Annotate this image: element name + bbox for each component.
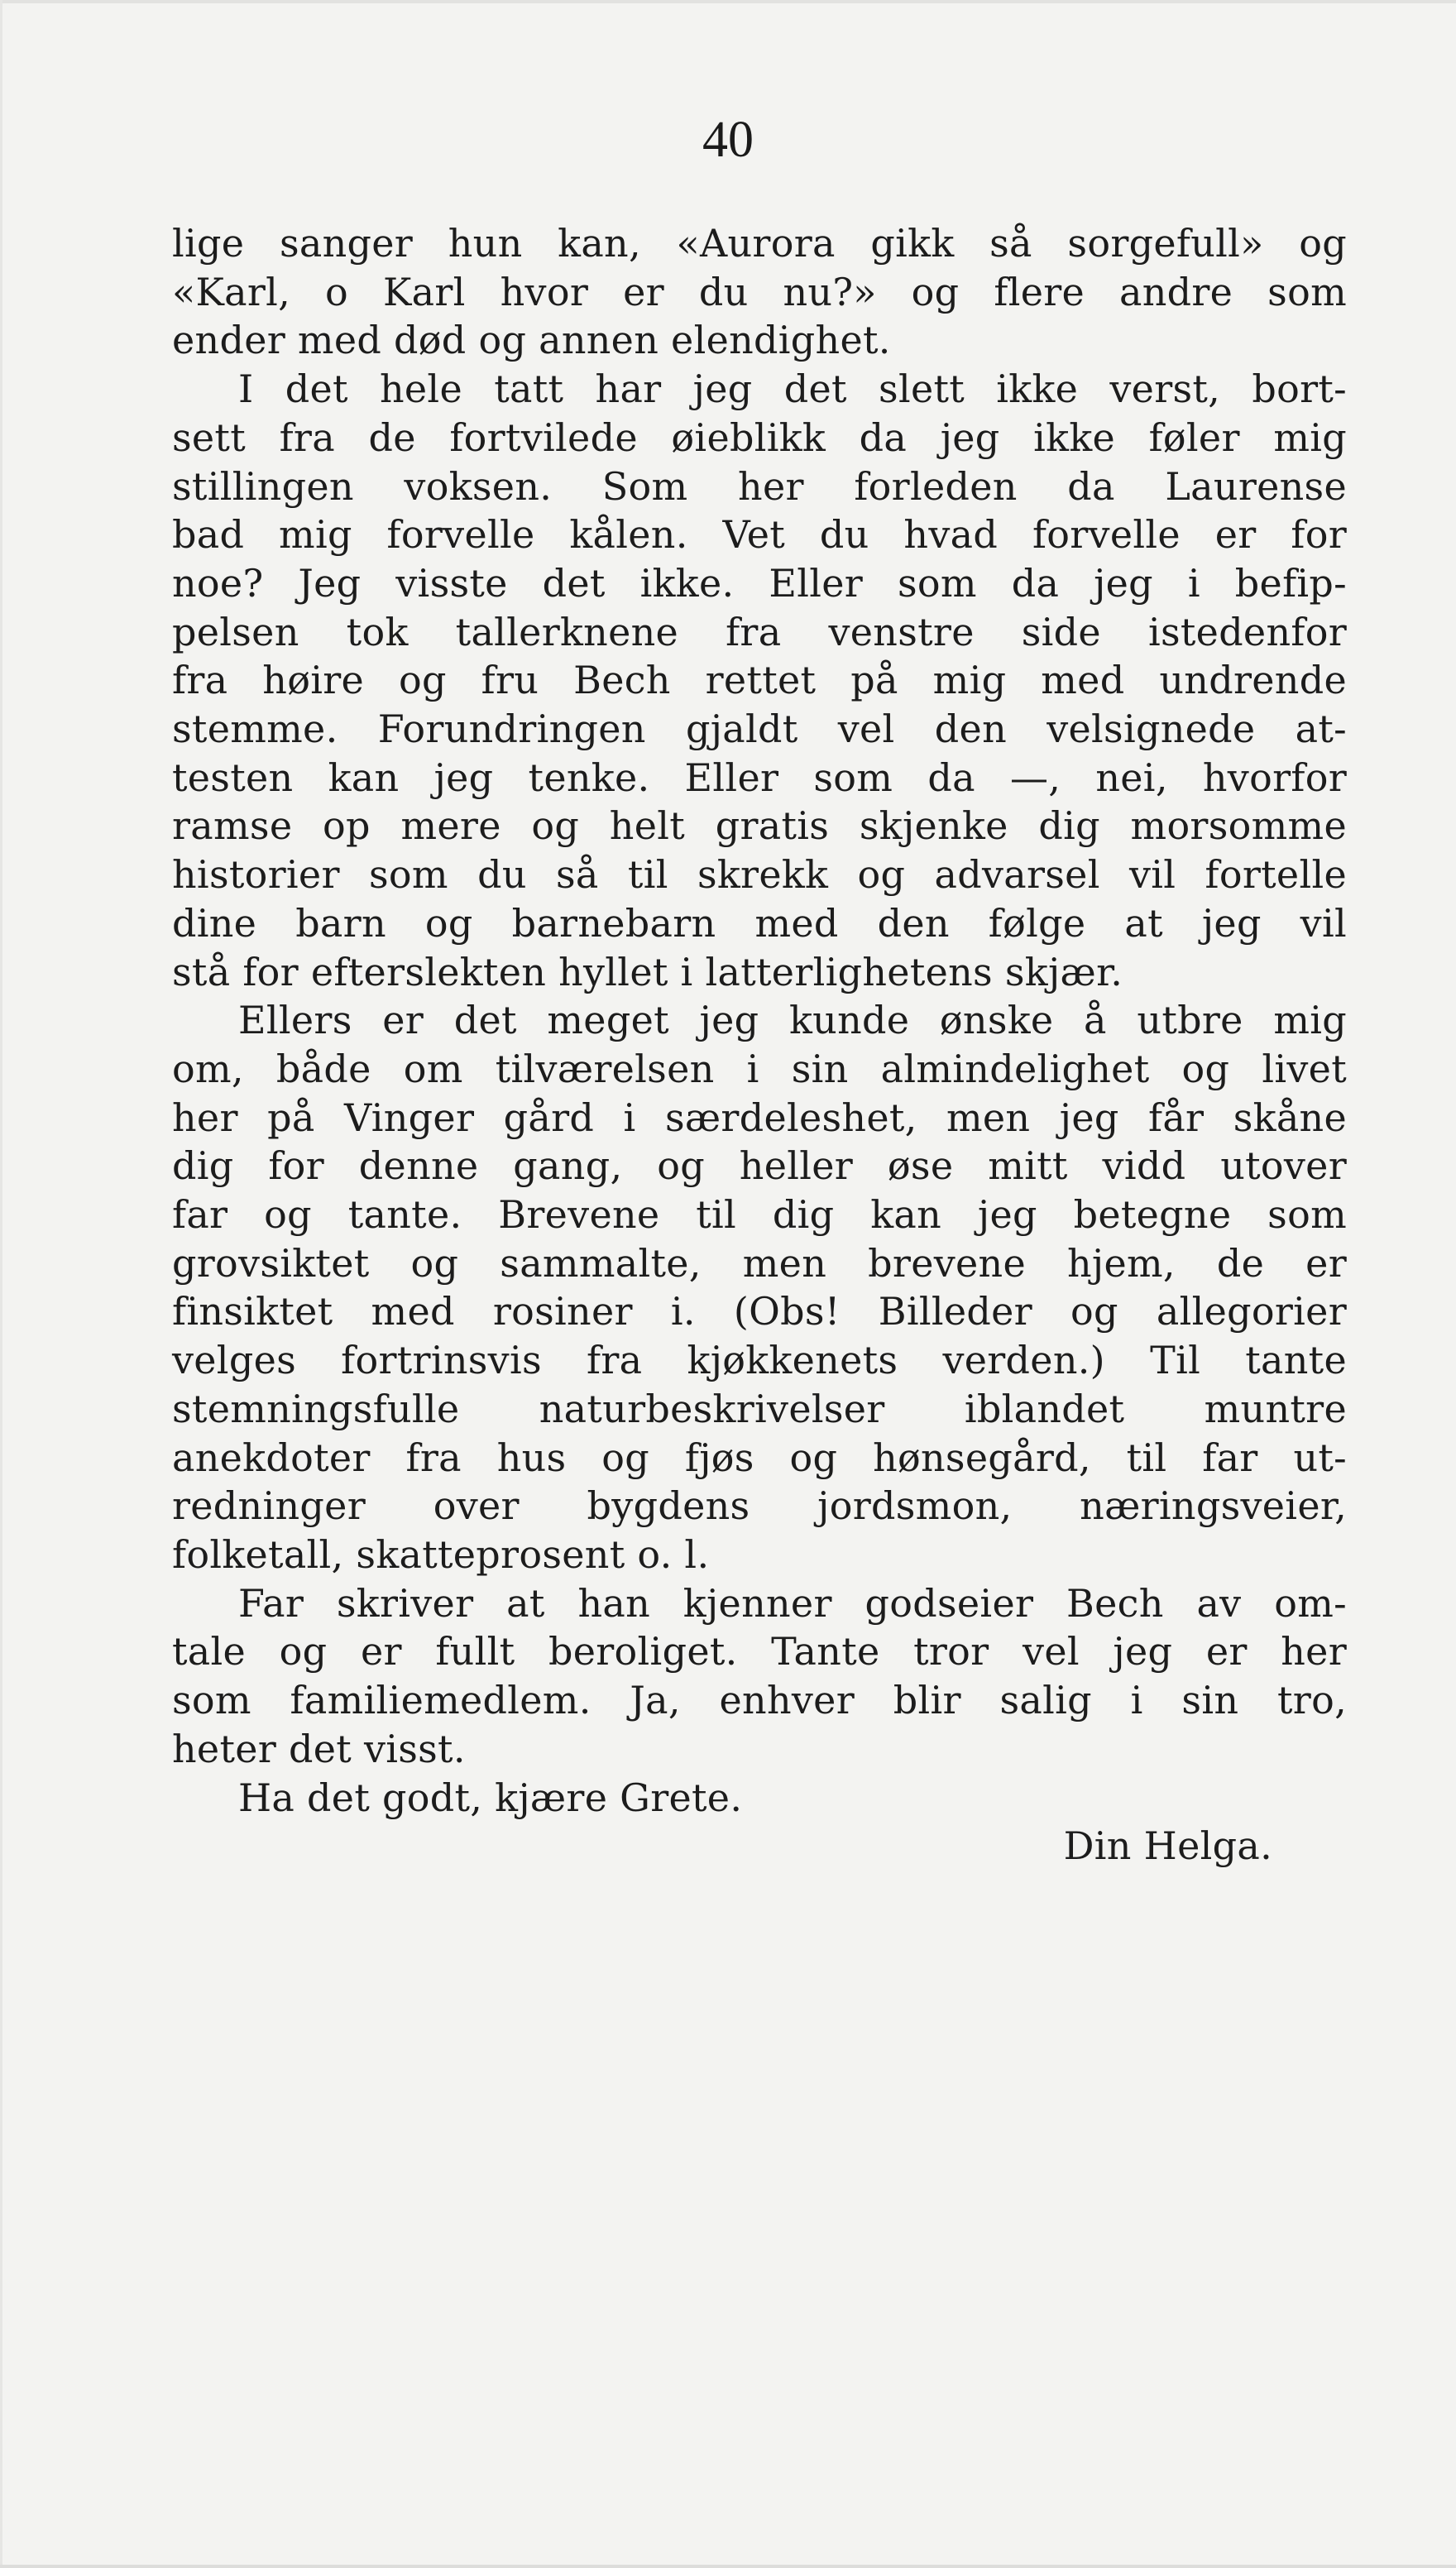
text-line: «Karl, o Karl hvor er du nu?» og flere andre som	[172, 269, 1347, 314]
text-line: som familiemedlem. Ja, enhver blir salig i sin tro,	[172, 1678, 1347, 1723]
text-line: ender med død og annen elendighet.	[172, 318, 891, 363]
text-line: noe? Jeg visste det ikke. Eller som da jeg i befip-	[172, 560, 1347, 606]
text-line: pelsen tok tallerknene fra venstre side istedenfor	[172, 609, 1347, 654]
text-line: om, både om tilværelsen i sin almindelighet og livet	[172, 1046, 1347, 1091]
text-line: stemme. Forundringen gjaldt vel den velsignede at-	[172, 707, 1347, 752]
text-line: historier som du så til skrekk og advarsel vil fortelle	[172, 852, 1347, 898]
text-line: her på Vinger gård i særdeleshet, men jeg får skåne	[172, 1095, 1347, 1140]
text-line: bad mig forvelle kålen. Vet du hvad forvelle er for	[172, 512, 1347, 558]
text-line: testen kan jeg tenke. Eller som da —, nei, hvorfor	[172, 755, 1347, 800]
paragraph	[172, 1774, 1347, 1823]
text-line: Ellers er det meget jeg kunde ønske å utbre mig	[238, 998, 1347, 1043]
page-bottom-edge	[0, 2565, 1456, 2568]
text-line: sett fra de fortvilede øieblikk da jeg ikke føler mig	[172, 414, 1347, 460]
text-line: Far skriver at han kjenner godseier Bech av om-	[238, 1580, 1347, 1626]
text-line: finsiktet med rosiner i. (Obs! Billeder og allegorier	[172, 1289, 1347, 1334]
text-line: ramse op mere og helt gratis skjenke dig morsomme	[172, 803, 1347, 849]
text-line: grovsiktet og sammalte, men brevene hjem, de er	[172, 1240, 1347, 1286]
page-number: 40	[702, 112, 754, 168]
text-line: stillingen voksen. Som her forleden da Laurense	[172, 463, 1347, 509]
text-line: velges fortrinsvis fra kjøkkenets verden.) Til tante	[172, 1338, 1347, 1383]
text-line: lige sanger hun kan, «Aurora gikk så sorgefull» og	[172, 221, 1347, 266]
paragraph	[172, 1579, 1347, 1774]
signature: Din Helga.	[1063, 1823, 1272, 1869]
text-line: stå for efterslekten hyllet i latterlighetens skjær.	[172, 949, 1123, 994]
text-line: stemningsfulle naturbeskrivelser iblandet muntre	[172, 1386, 1347, 1431]
page-left-edge	[0, 0, 2, 2568]
text-line: anekdoter fra hus og fjøs og hønsegård, til far ut-	[172, 1435, 1347, 1480]
text-line: heter det visst.	[172, 1726, 466, 1771]
paragraph-container	[172, 219, 1347, 1822]
text-line: Ha det godt, kjære Grete.	[238, 1775, 743, 1820]
text-line: far og tante. Brevene til dig kan jeg betegne som	[172, 1192, 1347, 1238]
text-line: folketall, skatteprosent o. l.	[172, 1531, 710, 1577]
letter-body	[172, 219, 1347, 1871]
text-line: fra høire og fru Bech rettet på mig med undrende	[172, 658, 1347, 703]
paragraph	[172, 219, 1347, 365]
text-line: dine barn og barnebarn med den følge at jeg vil	[172, 900, 1347, 946]
text-line: tale og er fullt beroliget. Tante tror vel jeg er her	[172, 1629, 1347, 1674]
text-line: dig for denne gang, og heller øse mitt vidd utover	[172, 1143, 1347, 1189]
paragraph	[172, 365, 1347, 996]
page-top-edge	[0, 0, 1456, 3]
paragraph	[172, 996, 1347, 1579]
text-line: redninger over bygdens jordsmon, næringsveier,	[172, 1483, 1347, 1529]
text-line: I det hele tatt har jeg det slett ikke verst, bort-	[238, 367, 1347, 412]
